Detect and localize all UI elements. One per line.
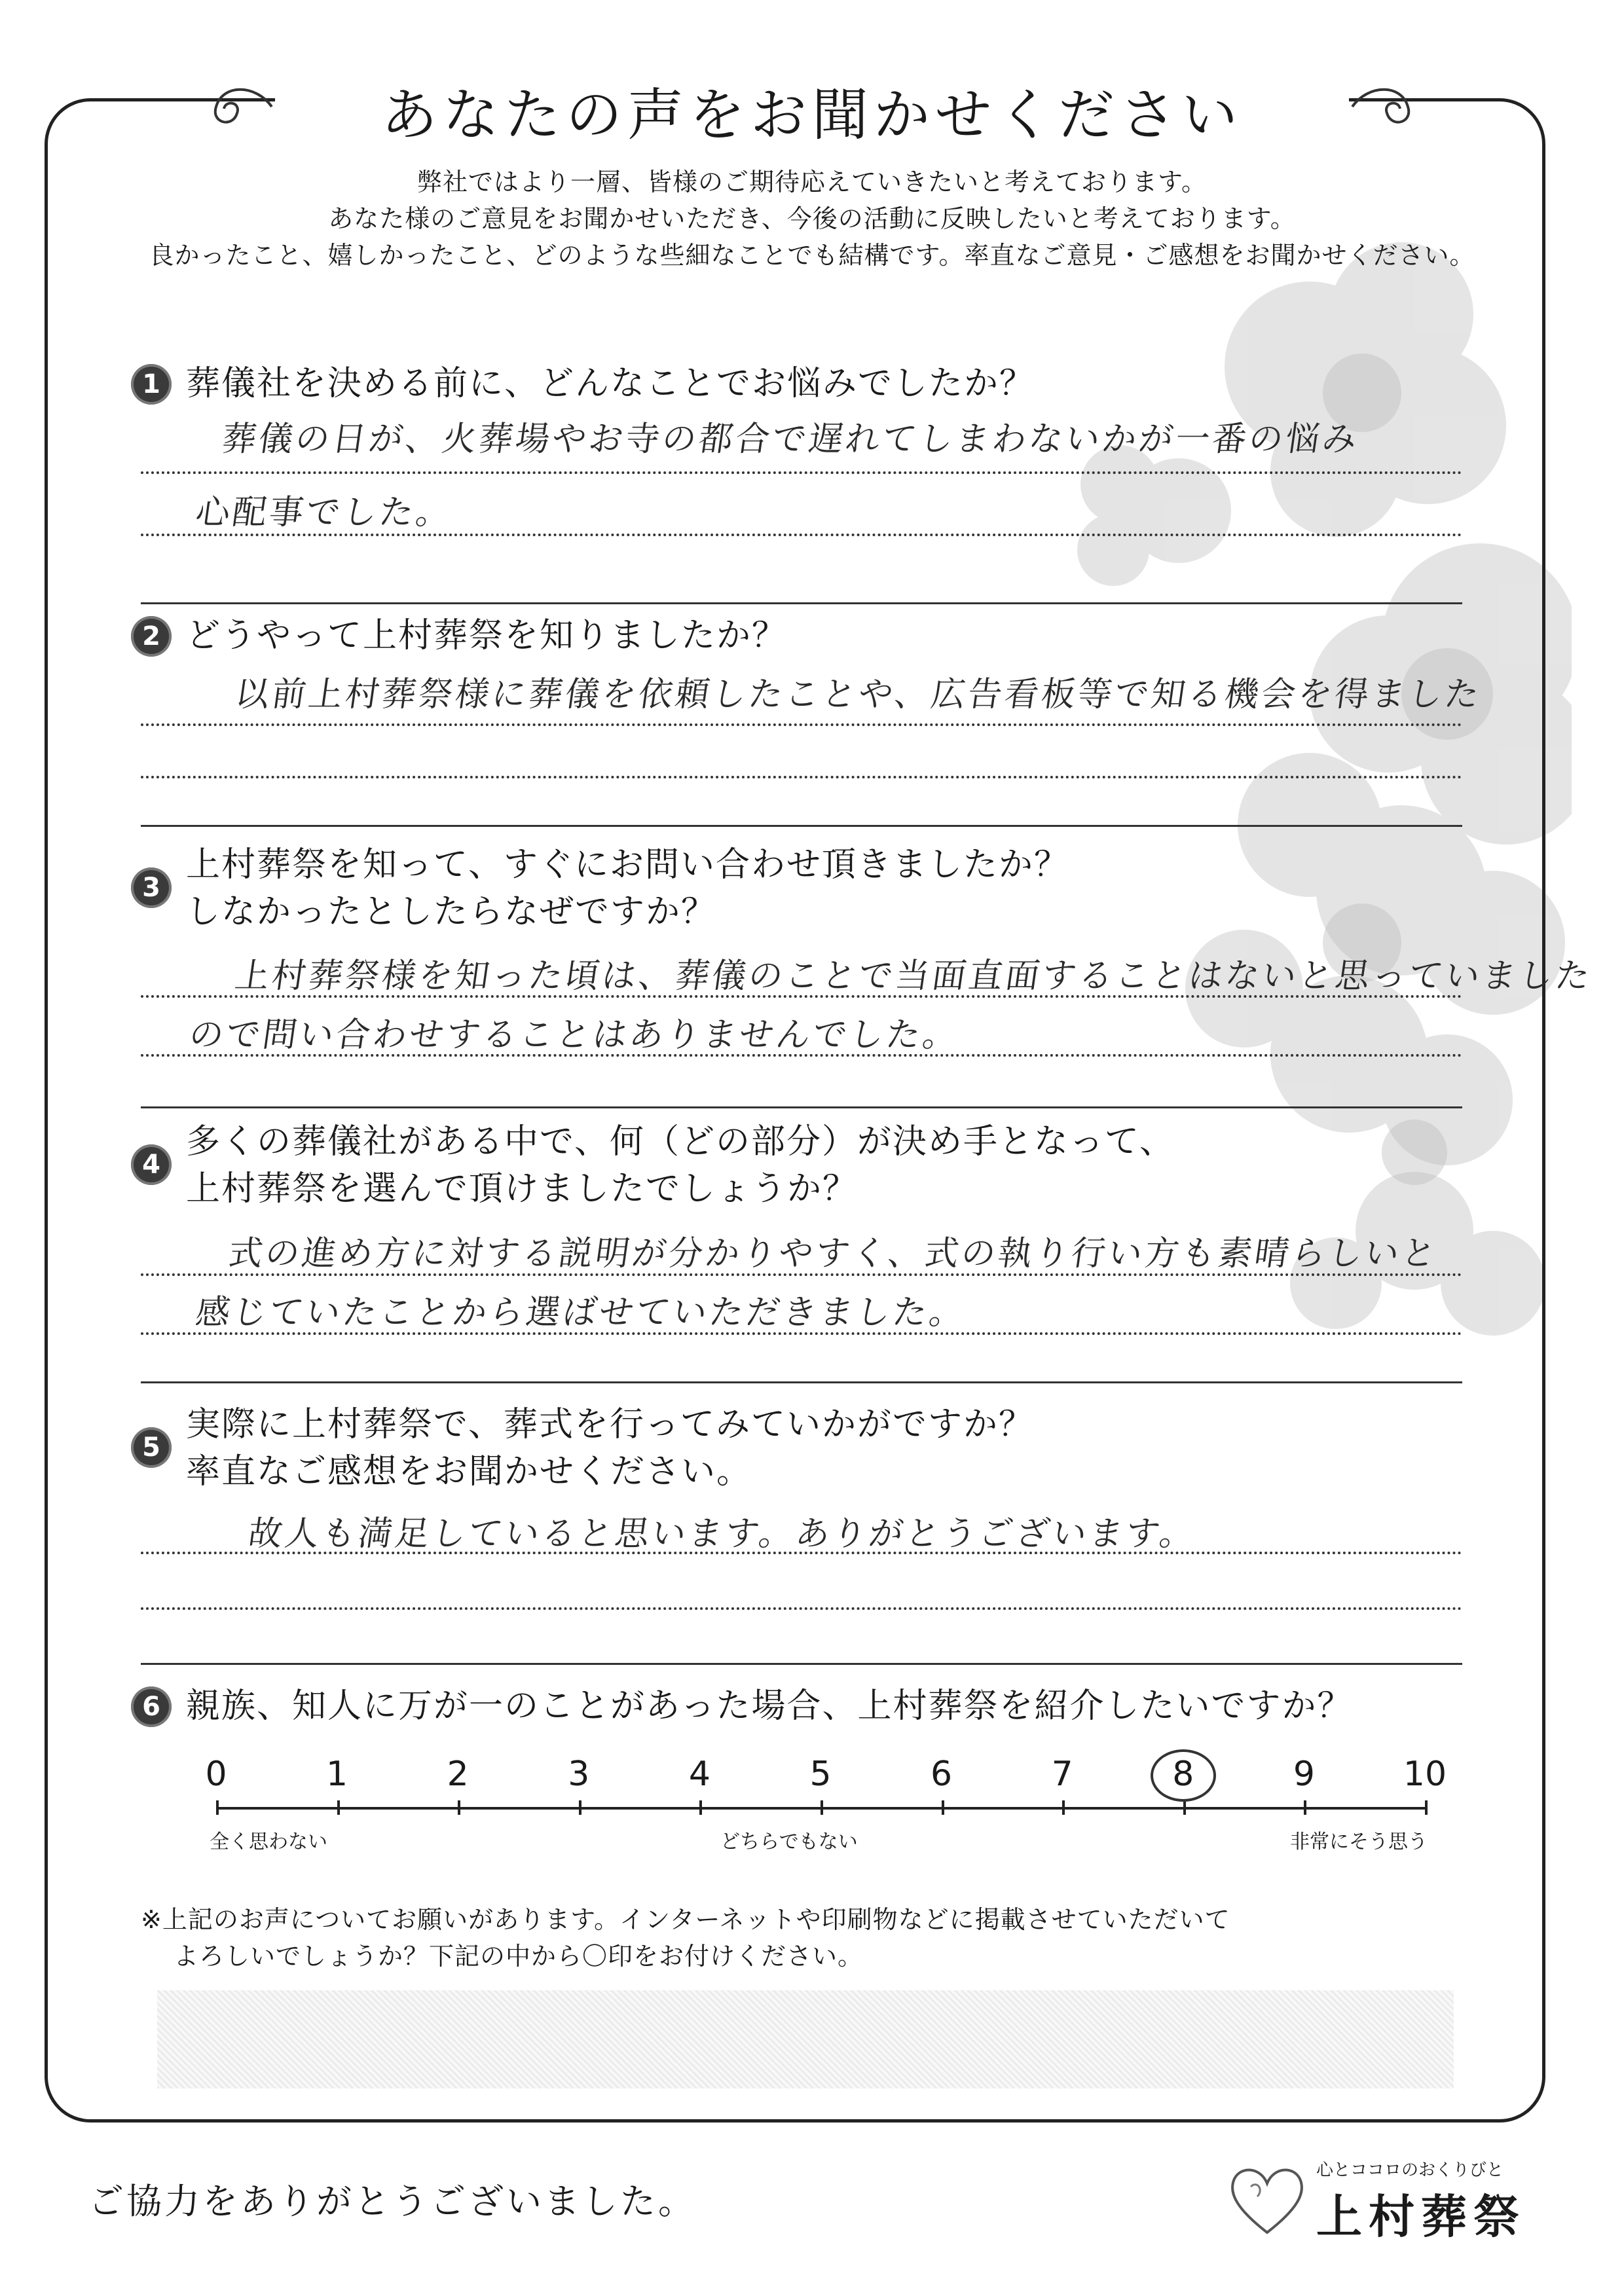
question-6 [131,1683,1352,1730]
scale-number-2[interactable]: 2 [447,1755,469,1794]
logo-tagline: 心とココロのおくりびと [1316,2160,1504,2180]
scale-number-4[interactable]: 4 [688,1755,710,1794]
answer-line [141,1273,1462,1276]
section-divider [141,602,1462,604]
question-line: 多くの葬儀社がある中で、何（どの部分）が決め手となって、 [186,1122,1175,1161]
question-text [186,1401,1034,1495]
right-swirl-ornament [1349,77,1428,136]
scale-tick [942,1800,944,1815]
question-line: 親族、知人に万が一のことがあった場合、上村葬祭を紹介したいですか？ [186,1686,1353,1726]
handwritten-answer-line: 以前上村葬祭様に葬儀を依頼したことや、広告看板等で知る機会を得ました [232,675,1485,714]
section-divider [141,1381,1462,1383]
question-line: どうやって上村葬祭を知りましたか？ [186,616,788,655]
note-line: よろしいでしょうか？下記の中から〇印をお付けください。 [174,1942,864,1971]
title-band [275,71,1349,149]
intro-line: あなた様のご意見をお聞かせいただき、今後の活動に反映したいと考えております。 [328,204,1296,233]
question-3 [131,841,1069,936]
question-line: 葬儀社を決める前に、どんなことでお悩みでしたか？ [186,364,1035,403]
question-text [186,1683,1352,1730]
scale-number-6[interactable]: 6 [931,1755,953,1794]
answer-line [141,1607,1462,1610]
question-4 [131,1118,1175,1212]
scale-tick [216,1800,219,1815]
handwritten-answer-line: 故人も満足していると思います。ありがとうございます。 [246,1514,1200,1554]
intro-line: 良かったこと、嬉しかったこと、どのような些細なことでも結構です。率直なご意見・ご感想をお聞かせください。 [149,241,1475,270]
question-2 [131,612,787,659]
answer-line [141,723,1462,726]
answer-line [141,1332,1462,1335]
question-line: 上村葬祭を知って、すぐにお問い合わせ頂きましたか？ [186,845,1069,884]
question-number-badge: 2 [131,616,172,657]
intro-text [105,164,1519,274]
question-line: 上村葬祭を選んで頂けましたでしょうか？ [186,1169,858,1209]
handwritten-answer-line: 上村葬祭様を知った頃は、葬儀のことで当面直面することはないと思っていました [232,957,1595,996]
handwritten-answer-line: 葬儀の日が、火葬場やお寺の都合で遅れてしまわないかが一番の悩み [219,420,1362,459]
answer-line [141,995,1462,998]
selected-value-circle [1151,1749,1216,1802]
question-number-badge: 4 [131,1144,172,1185]
answer-line [141,776,1462,778]
company-logo [1218,2154,1526,2244]
scale-number-1[interactable]: 1 [326,1755,348,1794]
question-number-badge: 5 [131,1427,172,1468]
question-line: しなかったとしたらなぜですか？ [186,892,717,932]
answer-line [141,471,1462,474]
answer-line [141,1054,1462,1057]
question-number-badge: 3 [131,867,172,908]
heart-logo-icon [1225,2160,1310,2239]
scale-label-low: 全く思わない [210,1831,327,1853]
scale-number-3[interactable]: 3 [568,1755,590,1794]
scale-label-high: 非常にそう思う [1290,1831,1428,1853]
scale-tick [1425,1800,1428,1815]
scale-tick [699,1800,702,1815]
handwritten-answer-line: 式の進め方に対する説明が分かりやすく、式の執り行い方も素晴らしいと [226,1234,1441,1273]
question-line: 率直なご感想をお聞かせください。 [186,1452,752,1491]
scale-number-7[interactable]: 7 [1051,1755,1073,1794]
question-text [186,1118,1175,1212]
left-swirl-ornament [196,77,275,136]
question-1 [131,360,1035,407]
question-text [186,612,787,659]
scale-tick [821,1800,823,1815]
scale-number-5[interactable]: 5 [809,1755,832,1794]
scale-number-9[interactable]: 9 [1293,1755,1315,1794]
scale-tick [458,1800,460,1815]
section-divider [141,825,1462,827]
scale-tick [1183,1800,1186,1815]
scale-number-8[interactable]: 8 [1172,1755,1194,1794]
recommendation-scale [205,1755,1460,1853]
scale-tick [1062,1800,1065,1815]
question-number-badge: 6 [131,1686,172,1727]
scale-tick [579,1800,581,1815]
publication-consent-note [141,1901,1230,1975]
scale-number-0[interactable]: 0 [205,1755,227,1794]
handwritten-answer-line: 心配事でした。 [193,493,456,532]
intro-line: 弊社ではより一層、皆様のご期待応えていきたいと考えております。 [417,168,1207,196]
handwritten-answer-line: ので問い合わせすることはありませんでした。 [187,1015,963,1055]
scale-tick [337,1800,340,1815]
answer-line [141,1552,1462,1554]
scale-number-10[interactable]: 10 [1403,1755,1447,1794]
page-title: あなたの声をお聞かせください [381,82,1243,148]
consent-options-area [157,1990,1454,2088]
answer-line [141,534,1462,536]
section-divider [141,1106,1462,1108]
question-5 [131,1401,1034,1495]
handwritten-answer-line: 感じていたことから選ばせていただきました。 [193,1293,969,1332]
note-line: ※上記のお声についてお願いがあります。インターネットや印刷物などに掲載させていただいて [141,1905,1230,1934]
scale-label-mid: どちらでもない [720,1831,858,1853]
question-line: 実際に上村葬祭で、葬式を行ってみていかがですか？ [186,1405,1034,1444]
question-text [186,841,1069,936]
question-text [186,360,1035,407]
logo-name: 上村葬祭 [1316,2189,1526,2244]
section-divider [141,1663,1462,1665]
scale-tick [1304,1800,1306,1815]
question-number-badge: 1 [131,364,172,405]
thanks-message: ご協力をありがとうございました。 [88,2181,696,2222]
